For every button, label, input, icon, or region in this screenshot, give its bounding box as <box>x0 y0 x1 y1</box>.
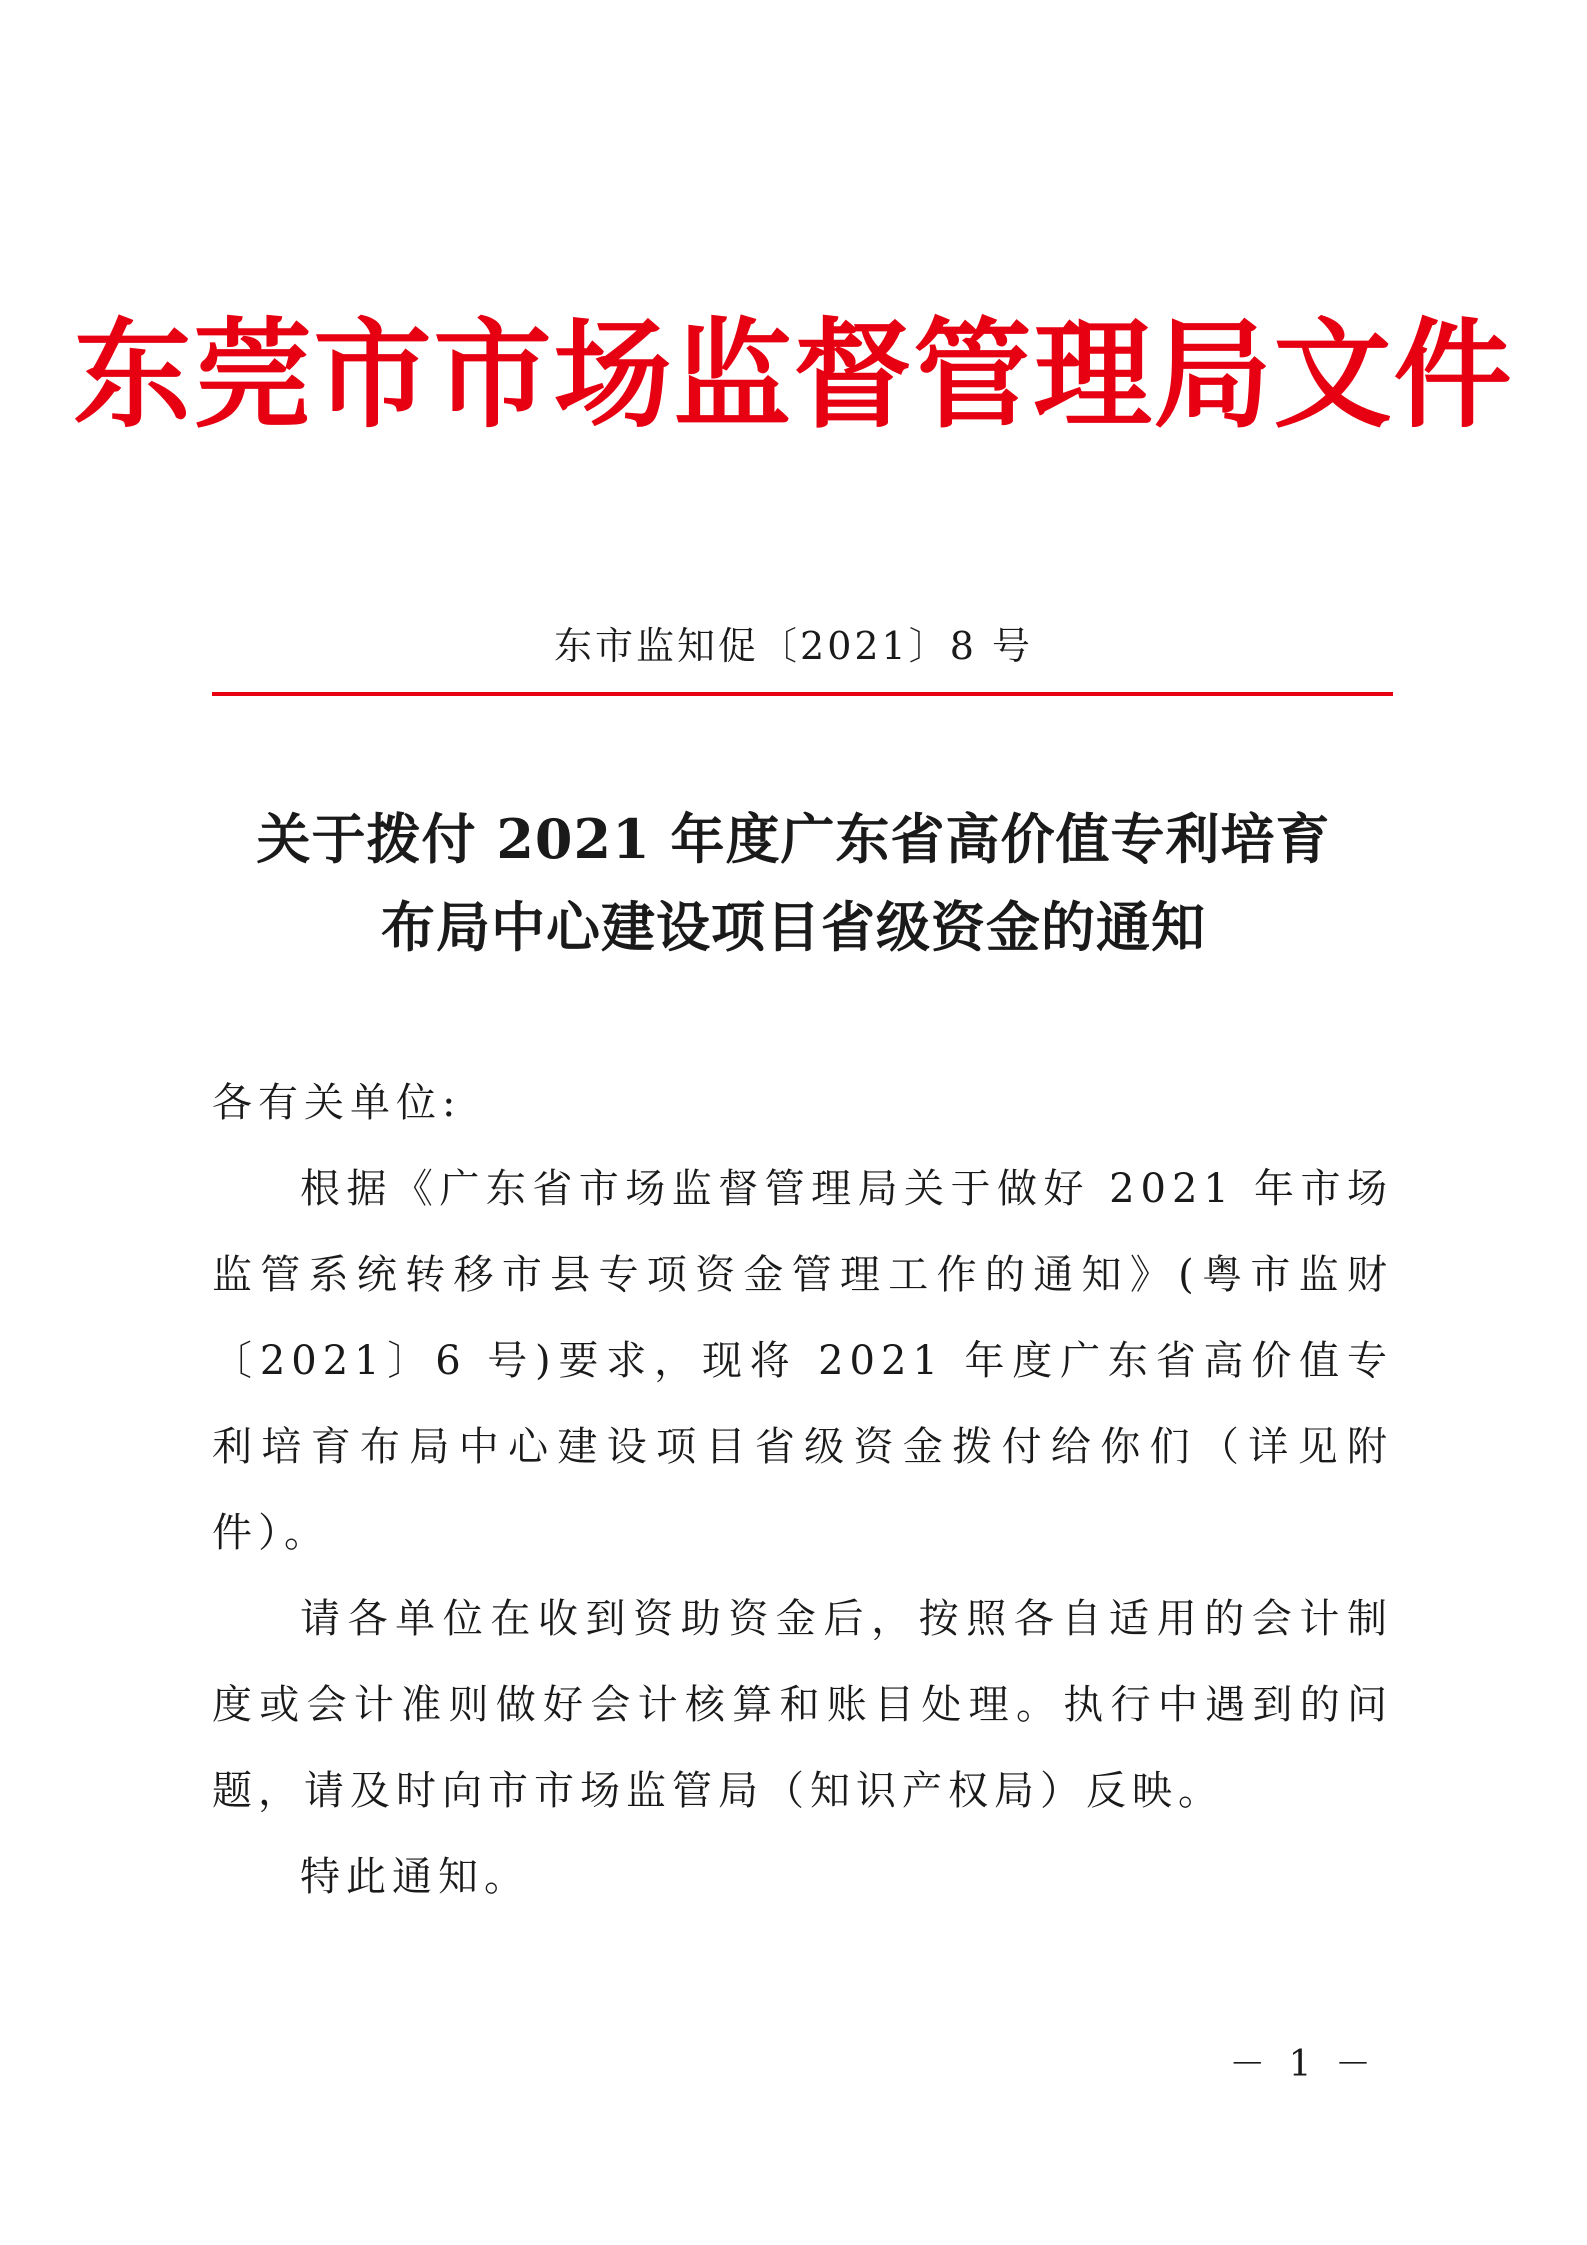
closing-line: 特此通知。 <box>300 1854 530 1900</box>
red-divider-line <box>212 692 1393 696</box>
notice-title-line-2: 布局中心建设项目省级资金的通知 <box>381 895 1206 959</box>
notice-title-line-1: 关于拨付 2021 年度广东省高价值专利培育 <box>256 807 1331 871</box>
body-paragraph-2: 请各单位在收到资助资金后，按照各自适用的会计制度或会计准则做好会计核算和账目处理。执行中遇到的问题，请及时向市市场监管局（知识产权局）反映。 <box>212 1596 1393 1814</box>
salutation: 各有关单位: <box>212 1080 462 1126</box>
page-number: － 1 － <box>1229 2044 1377 2085</box>
issuing-authority-header: 东莞市市场监督管理局文件 <box>73 305 1514 444</box>
notice-title <box>0 795 1587 971</box>
notice-body <box>212 1060 1393 1920</box>
body-paragraph-1: 根据《广东省市场监督管理局关于做好 2021 年市场监管系统转移市县专项资金管理工作的通知》(粤市监财〔2021〕6 号)要求，现将 2021 年度广东省高价值专利培育布局中心建设项目省级资金拨付给你们（详见附件）。 <box>212 1166 1393 1556</box>
document-number: 东市监知促〔2021〕8 号 <box>554 624 1033 668</box>
